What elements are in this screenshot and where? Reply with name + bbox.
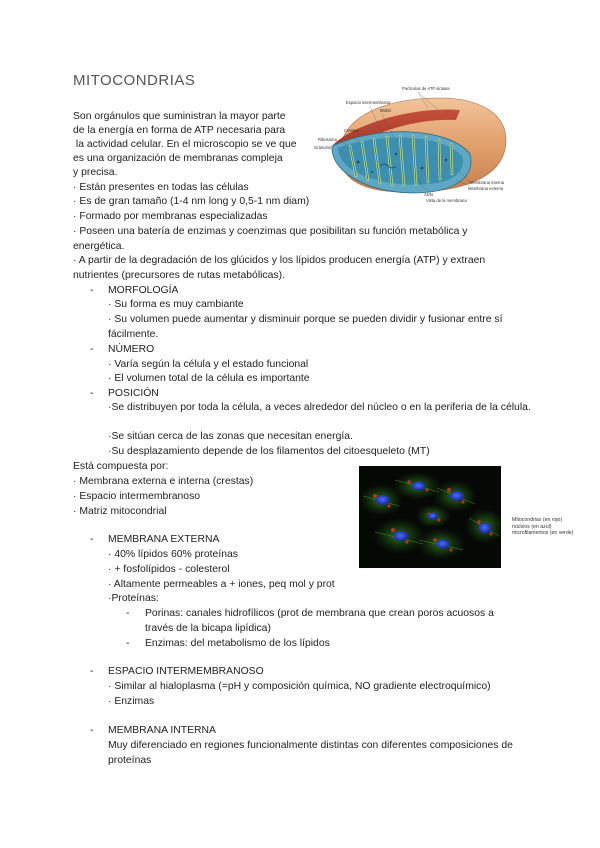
intro-line: Son orgánulos que suministran la mayor parte [73, 111, 286, 122]
list-item: · Espacio intermembranoso [73, 491, 201, 502]
section-heading-numero: NÚMERO [108, 344, 155, 355]
list-dash: - [90, 344, 94, 355]
sub-list-item: Enzimas: del metabolismo de los lípidos [145, 638, 330, 649]
list-item: ·Su desplazamiento depende de los filamentos del citoesqueleto (MT) [108, 446, 430, 457]
list-dash: - [126, 638, 130, 649]
diagram-label: Gránulos [314, 145, 331, 150]
micrograph-caption [512, 517, 573, 537]
list-item: ·Proteínas: [108, 593, 159, 604]
diagram-label: ADN [424, 192, 433, 197]
list-item: · El volumen total de la célula es importante [108, 373, 310, 384]
list-item: · 40% lípidos 60% proteínas [108, 549, 238, 560]
diagram-label: Matriz [380, 108, 392, 113]
caption-line: núcleos (en azul) [512, 523, 552, 530]
bullet-item: · Es de gran tamaño (1-4 nm long y 0,5-1 nm diam) [73, 196, 310, 207]
list-item: ·Se distribuyen por toda la célula, a veces alrededor del núcleo o en la periferia de la célula. [108, 402, 531, 413]
list-item: ·Se sitúan cerca de las zonas que necesitan energía. [108, 431, 353, 442]
intro-line: es una organización de membranas compleja [73, 153, 283, 164]
list-item: · Enzimas [108, 696, 155, 707]
bullet-item: · Formado por membranas especializadas [73, 211, 268, 222]
list-dash: - [126, 608, 130, 619]
mitochondrion-diagram [310, 84, 510, 208]
fluorescence-micrograph [359, 466, 501, 568]
list-item: · Varía según la célula y el estado funcional [108, 359, 309, 370]
section-heading-posicion: POSICIÓN [108, 388, 159, 399]
list-item: · + fosfolípidos - colesterol [108, 564, 230, 575]
section-heading-membrana-externa: MEMBRANA EXTERNA [108, 534, 220, 545]
diagram-label: Crestas [344, 128, 359, 133]
list-dash: - [90, 388, 94, 399]
caption-line: Mitocondrias (en rojo) [512, 517, 563, 523]
paragraph: Muy diferenciado en regiones funcionalmente distintas con diferentes composiciones de proteínas [108, 740, 513, 766]
diagram-label: Membrana externa [468, 186, 504, 191]
sub-list-item: Porinas: canales hidrofílicos (prot de membrana que crean poros acuosos a través de la bicapa lipídica) [145, 608, 494, 634]
section-heading-espacio: ESPACIO INTERMEMBRANOSO [108, 666, 264, 677]
bullet-item: · Poseen una batería de enzimas y coenzimas que posibilitan su función metabólica y energética. [73, 226, 468, 252]
diagram-label: Vista de la membrana [426, 198, 467, 203]
list-item: · Matriz mitocondrial [73, 506, 167, 517]
caption-line: microfilamentos (en verde) [512, 530, 574, 536]
list-item: · Similar al hialoplasma (=pH y composición química, NO gradiente electroquímico) [108, 681, 491, 692]
intro-line: la actividad celular. En el microscopio se ve que [73, 139, 297, 150]
list-item: · Su volumen puede aumentar y disminuir porque se pueden dividir y fusionar entre sí fácilmente. [108, 314, 503, 340]
diagram-label: Espacio intermembrana [346, 100, 391, 105]
list-item: · Membrana externa e interna (crestas) [73, 476, 254, 487]
list-dash: - [90, 666, 94, 677]
bullet-item: · A partir de la degradación de los glúcidos y los lípidos producen energía (ATP) y extraen nutrientes (precursores de rutas metabólicas). [73, 255, 486, 281]
page-title: MITOCONDRIAS [73, 72, 196, 89]
section-heading-membrana-interna: MEMBRANA INTERNA [108, 725, 216, 736]
diagram-label: Partículas de ATP sintasa [402, 86, 450, 91]
list-dash: - [90, 285, 94, 296]
composition-intro: Está compuesta por: [73, 461, 169, 472]
list-dash: - [90, 534, 94, 545]
intro-line: y precisa. [73, 167, 118, 178]
intro-line: de la energía en forma de ATP necesaria para [73, 125, 286, 136]
diagram-label: Membrana interna [470, 180, 504, 185]
bullet-item: · Están presentes en todas las células [73, 182, 249, 193]
diagram-label: Ribosoma [318, 137, 337, 142]
section-heading-morfologia: MORFOLOGÍA [108, 285, 179, 296]
list-item: · Su forma es muy cambiante [108, 299, 244, 310]
list-item: · Altamente permeables a + iones, peq mol y prot [108, 579, 335, 590]
list-dash: - [90, 725, 94, 736]
